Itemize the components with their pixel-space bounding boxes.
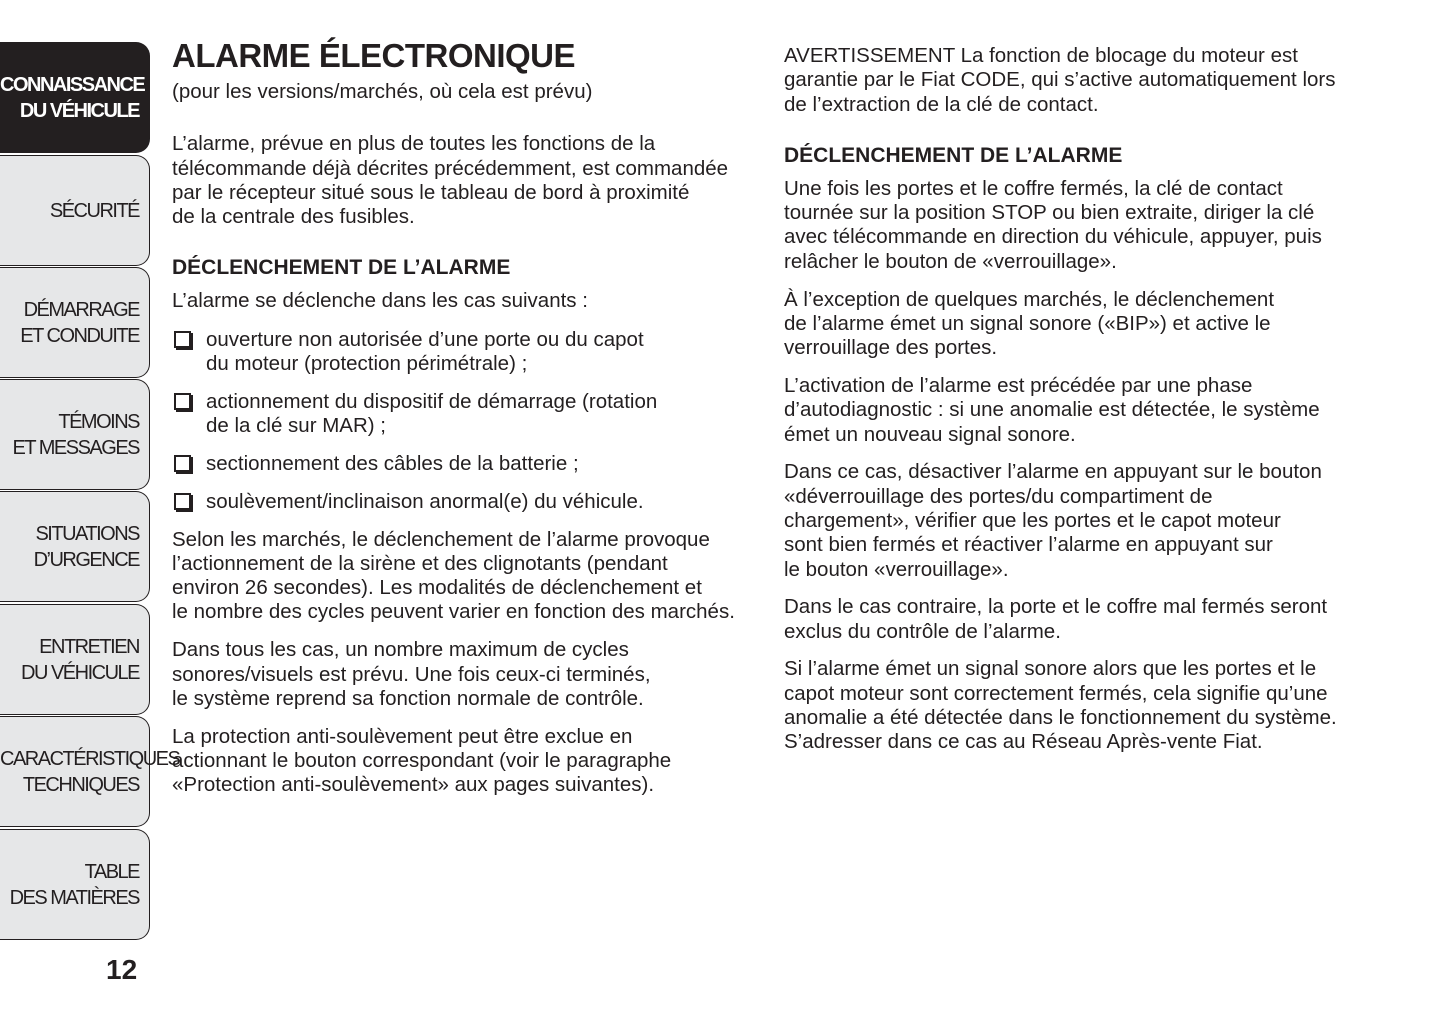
paragraph: Dans ce cas, désactiver l’alarme en appuyant sur le bouton «déverrouillage des portes/du compartiment de chargement», vérifier que les portes et le capot moteur sont bien fermés et réactiver l’alarme en appuyant sur le bouton «verrouillage». xyxy=(784,460,1322,581)
tab-caracteristiques-techniques[interactable]: CARACTÉRISTIQUES TECHNIQUES xyxy=(0,716,150,827)
list-item xyxy=(172,452,762,476)
subtitle: (pour les versions/marchés, où cela est prévu) xyxy=(172,80,593,103)
paragraph: Dans le cas contraire, la porte et le coffre mal fermés seront exclus du contrôle de l’alarme. xyxy=(784,595,1328,643)
paragraph: Selon les marchés, le déclenchement de l’alarme provoque l’actionnement de la sirène et des clignotants (pendant environ 26 secondes). Les modalités de déclenchement et le nombre des cycles peuvent varier en fonction des marchés. xyxy=(172,527,735,624)
paragraph: Une fois les portes et le coffre fermés, la clé de contact tournée sur la position STOP ou bien extraite, diriger la clé avec télécommande en direction du véhicule, appuyer, puis relâcher le bouton de «verrouillage». xyxy=(784,176,1322,273)
checkbox-bullet-icon xyxy=(174,455,191,472)
tab-temoins-et-messages[interactable]: TÉMOINS ET MESSAGES xyxy=(0,379,150,490)
tab-situations-durgence[interactable]: SITUATIONS D’URGENCE xyxy=(0,491,150,602)
right-column xyxy=(784,44,1404,768)
warning-paragraph: AVERTISSEMENT La fonction de blocage du moteur est garantie par le Fiat CODE, qui s’active automatiquement lors de l’extraction de la clé de contact. xyxy=(784,44,1336,116)
tab-table-des-matieres[interactable]: TABLE DES MATIÈRES xyxy=(0,829,150,940)
intro-paragraph: L’alarme, prévue en plus de toutes les fonctions de la télécommande déjà décrites précédemment, est commandée par le récepteur situé sous le tableau de bord à proximité de la centrale des fusibles. xyxy=(172,132,729,229)
list-item-text: ouverture non autorisée d’une porte ou du capot du moteur (protection périmétrale) ; xyxy=(206,327,644,376)
page-number: 12 xyxy=(106,954,138,985)
list-item-text: actionnement du dispositif de démarrage (rotation de la clé sur MAR) ; xyxy=(206,389,658,438)
checkbox-bullet-icon xyxy=(174,393,191,410)
tab-connaissance-du-vehicule[interactable]: CONNAISSANCE DU VÉHICULE xyxy=(0,42,150,153)
paragraph: Si l’alarme émet un signal sonore alors que les portes et le capot moteur sont correctement fermés, cela signifie qu’une anomalie a été détectée dans le fonctionnement du système. S’adresser dans ce cas au Réseau Après-vente Fiat. xyxy=(784,657,1337,754)
paragraph: La protection anti-soulèvement peut être exclue en actionnant le bouton correspondant (voir le paragraphe «Protection anti-soulèvement» aux pages suivantes). xyxy=(172,724,672,797)
checkbox-bullet-icon xyxy=(174,331,191,348)
list-item-text: sectionnement des câbles de la batterie ; xyxy=(206,451,579,475)
tab-entretien-du-vehicule[interactable]: ENTRETIEN DU VÉHICULE xyxy=(0,604,150,715)
trigger-list xyxy=(172,328,762,514)
left-column xyxy=(172,38,762,811)
paragraph: Dans tous les cas, un nombre maximum de cycles sonores/visuels est prévu. Une fois ceux-ci terminés, le système reprend sa fonction normale de contrôle. xyxy=(172,638,651,710)
section-heading: DÉCLENCHEMENT DE L’ALARME xyxy=(172,256,511,280)
lead-paragraph: L’alarme se déclenche dans les cas suivants : xyxy=(172,289,588,313)
paragraph: L’activation de l’alarme est précédée par une phase d’autodiagnostic : si une anomalie est détectée, le système émet un nouveau signal sonore. xyxy=(784,373,1320,446)
list-item xyxy=(172,490,762,514)
paragraph: À l’exception de quelques marchés, le déclenchement de l’alarme émet un signal sonore («BIP») et active le verrouillage des portes. xyxy=(784,287,1275,360)
tab-securite[interactable]: SÉCURITÉ xyxy=(0,155,150,266)
list-item xyxy=(172,390,762,439)
list-item xyxy=(172,328,762,377)
page-title: ALARME ÉLECTRONIQUE xyxy=(172,37,575,74)
section-heading: DÉCLENCHEMENT DE L’ALARME xyxy=(784,143,1123,167)
checkbox-bullet-icon xyxy=(174,493,191,510)
tab-demarrage-et-conduite[interactable]: DÉMARRAGE ET CONDUITE xyxy=(0,267,150,378)
list-item-text: soulèvement/inclinaison anormal(e) du véhicule. xyxy=(206,489,644,513)
